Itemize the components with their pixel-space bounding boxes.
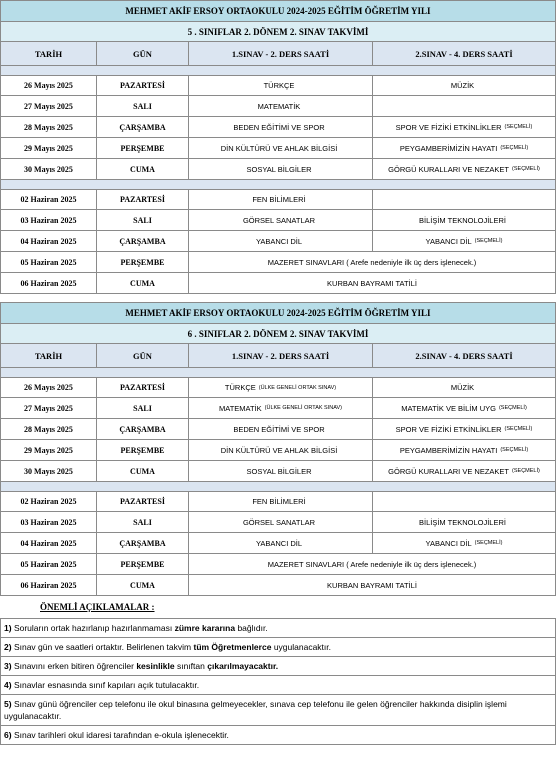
row-day (97, 461, 189, 481)
school-title: MEHMET AKİF ERSOY ORTAOKULU 2024-2025 EĞİTİM ÖĞRETİM YILI (0, 0, 556, 21)
row-exam2 (373, 138, 555, 158)
row-day (97, 512, 189, 532)
row-exam1 (189, 461, 373, 481)
note-pre: Sınav gün ve saatleri ortaktır. Belirlenen takvim (13, 642, 192, 652)
row-exam1 (189, 210, 373, 230)
holiday: KURBAN BAYRAMI TATİLİ (327, 580, 417, 590)
row-exam2 (373, 419, 555, 439)
row-date (1, 398, 97, 418)
row-day (97, 96, 189, 116)
row-date (1, 76, 97, 95)
row-day-text: ÇARŞAMBA (119, 538, 166, 548)
table-row (0, 138, 556, 159)
row-exam1-text: TÜRKÇE (263, 81, 295, 90)
row-date: 05 Haziran 2025 (1, 252, 97, 272)
row-exam2 (373, 512, 555, 532)
row-date-text: 03 Haziran 2025 (20, 215, 77, 225)
row-exam1-note: (ÜLKE GENELİ ORTAK SINAV) (258, 384, 337, 391)
week1-rows (0, 75, 556, 180)
row-exam1-text: GÖRSEL SANATLAR (242, 215, 316, 225)
row-day (97, 398, 189, 418)
row-day (97, 378, 189, 397)
makeup-exams: MAZERET SINAVLARI ( Arefe nedeniyle ilk üç ders işlenecek.) (267, 257, 477, 267)
row-exam1-text: YABANCI DİL (255, 538, 303, 548)
table-row (0, 491, 556, 512)
note-pre: Sınav tarihleri okul idaresi tarafından e-okula işlenecektir. (13, 730, 229, 740)
row-exam1-text: MATEMATİK (257, 101, 301, 111)
note-pre: Sınavlar esnasında sınıf kapıları açık tutulacaktır. (13, 680, 200, 690)
row-day-text: CUMA (130, 164, 155, 174)
schedule-subtitle: 5 . SINIFLAR 2. DÖNEM 2. SINAV TAKVİMİ (0, 21, 556, 42)
week2-rows (0, 189, 556, 252)
row-exam2-text: GÖRGÜ KURALLARI VE NEZAKET (388, 466, 510, 476)
row-date-text: 27 Mayıs 2025 (24, 101, 73, 111)
note-num: 5) (4, 699, 12, 709)
row-exam1 (189, 512, 373, 532)
note-num: 4) (4, 680, 12, 690)
row-day-text: ÇARŞAMBA (119, 122, 166, 132)
notes-heading: ÖNEMLİ AÇIKLAMALAR : (40, 602, 155, 612)
table-row (0, 377, 556, 398)
row-date (1, 159, 97, 179)
row-exam1 (189, 190, 373, 209)
row-date (1, 461, 97, 481)
row-exam2 (373, 210, 555, 230)
row-day: CUMA (97, 575, 189, 595)
header-exam1: 1.SINAV - 2. DERS SAATİ (189, 42, 373, 65)
note-bold: tüm Öğretmenlerce (193, 642, 272, 652)
row-exam1 (189, 231, 373, 251)
note-pre: Soruların ortak hazırlanıp hazırlanmaması (13, 623, 173, 633)
row-exam1-text: FEN BİLİMLERİ (252, 497, 306, 506)
notes-list (0, 618, 556, 745)
row-date-text: 26 Mayıs 2025 (24, 81, 73, 90)
table-row (0, 440, 556, 461)
note-post: uygulanacaktır. (273, 642, 331, 652)
row-exam2 (373, 190, 555, 209)
row-exam2 (373, 440, 555, 460)
row-exam2-note: (SEÇMELİ) (504, 426, 533, 432)
row-exam2 (373, 461, 555, 481)
row-exam2 (373, 159, 555, 179)
row-day: PERŞEMBE (97, 252, 189, 272)
row-exam1-text: MATEMATİK (219, 403, 262, 413)
table-row (0, 75, 556, 96)
table-row (0, 96, 556, 117)
row-date-text: 26 Mayıs 2025 (24, 383, 73, 392)
row-day (97, 231, 189, 251)
header-date: TARİH (1, 344, 97, 367)
row-day (97, 440, 189, 460)
row-date (1, 190, 97, 209)
note-item (0, 657, 556, 676)
note-bold2: çıkarılmayacaktır. (207, 661, 279, 671)
row-exam2-note: (SEÇMELİ) (474, 540, 503, 546)
row-day (97, 159, 189, 179)
row-date-text: 29 Mayıs 2025 (24, 143, 73, 153)
note-num: 1) (4, 623, 12, 633)
row-date-text: 30 Mayıs 2025 (24, 164, 73, 174)
schedule-subtitle: 6 . SINIFLAR 2. DÖNEM 2. SINAV TAKVİMİ (0, 323, 556, 344)
row-exam2-text: MATEMATİK VE BİLİM UYG (401, 403, 496, 413)
row-date (1, 210, 97, 230)
row-day (97, 76, 189, 95)
row-day-text: PERŞEMBE (120, 143, 165, 153)
row-date (1, 231, 97, 251)
holiday: KURBAN BAYRAMI TATİLİ (327, 278, 417, 288)
row-date (1, 440, 97, 460)
row-date-text: 27 Mayıs 2025 (24, 403, 73, 413)
row-exam2-note: (SEÇMELİ) (498, 405, 527, 411)
row-date (1, 96, 97, 116)
table-row (0, 575, 556, 596)
row-day (97, 210, 189, 230)
row-exam2 (373, 231, 555, 251)
table-row (0, 398, 556, 419)
separator (0, 368, 556, 377)
row-date (1, 492, 97, 511)
row-date (1, 419, 97, 439)
note-item (0, 726, 556, 745)
note-num: 3) (4, 661, 12, 671)
row-exam1 (189, 492, 373, 511)
row-day (97, 419, 189, 439)
row-date-text: 04 Haziran 2025 (20, 538, 77, 548)
row-day-text: CUMA (130, 466, 155, 476)
note-num: 6) (4, 730, 12, 740)
row-exam1 (189, 398, 373, 418)
row-exam1 (189, 96, 373, 116)
row-exam2-text: MÜZİK (450, 81, 475, 90)
school-title: MEHMET AKİF ERSOY ORTAOKULU 2024-2025 EĞİTİM ÖĞRETİM YILI (0, 302, 556, 323)
table-header (0, 344, 556, 368)
row-exam2 (373, 117, 555, 137)
row-day-text: SALI (133, 517, 152, 527)
row-day (97, 117, 189, 137)
row-exam2-text: SPOR VE FİZİKİ ETKİNLİKLER (395, 424, 502, 434)
row-exam2 (373, 533, 555, 553)
header-exam2: 2.SINAV - 4. DERS SAATİ (415, 48, 513, 59)
row-day: CUMA (97, 273, 189, 293)
row-day-text: SALI (133, 215, 152, 225)
row-date-text: 29 Mayıs 2025 (24, 445, 73, 455)
table-row (0, 252, 556, 273)
row-day (97, 533, 189, 553)
row-day-text: SALI (133, 403, 152, 413)
week1-rows (0, 377, 556, 482)
table-header (0, 42, 556, 66)
note-item (0, 618, 556, 638)
row-date: 06 Haziran 2025 (1, 575, 97, 595)
table-row (0, 231, 556, 252)
table-row (0, 533, 556, 554)
row-exam2 (373, 492, 555, 511)
row-exam2-text: YABANCI DİL (425, 236, 472, 246)
row-exam2-text: BİLİŞİM TEKNOLOJİLERİ (419, 215, 506, 225)
row-date (1, 138, 97, 158)
row-date-text: 03 Haziran 2025 (20, 517, 77, 527)
row-exam1-text: FEN BİLİMLERİ (252, 195, 306, 204)
table-row (0, 273, 556, 294)
row-day: PERŞEMBE (97, 554, 189, 574)
table-row (0, 210, 556, 231)
row-exam1 (189, 533, 373, 553)
row-date (1, 117, 97, 137)
row-exam1-text: BEDEN EĞİTİMİ VE SPOR (233, 424, 325, 434)
row-exam1 (189, 159, 373, 179)
row-date-text: 04 Haziran 2025 (20, 236, 77, 246)
row-exam1-note: (ÜLKE GENELİ ORTAK SINAV) (264, 405, 342, 411)
table-row (0, 117, 556, 138)
row-date-text: 02 Haziran 2025 (20, 497, 77, 506)
row-exam1-text: DİN KÜLTÜRÜ VE AHLAK BİLGİSİ (220, 143, 338, 153)
table-row (0, 189, 556, 210)
row-date-text: 02 Haziran 2025 (20, 195, 77, 204)
row-exam1-text: SOSYAL BİLGİLER (246, 466, 312, 476)
row-exam1 (189, 440, 373, 460)
row-date-text: 28 Mayıs 2025 (24, 122, 73, 132)
row-exam2-note: (SEÇMELİ) (504, 124, 533, 130)
header-day: GÜN (97, 42, 189, 65)
row-exam2-note: (SEÇMELİ) (500, 145, 529, 151)
table-row (0, 554, 556, 575)
row-exam1 (189, 138, 373, 158)
row-date (1, 378, 97, 397)
note-num: 2) (4, 642, 12, 652)
note-pre: Sınavını erken bitiren öğrenciler (13, 661, 134, 671)
row-exam1 (189, 378, 373, 397)
row-date (1, 533, 97, 553)
row-exam2-note: (SEÇMELİ) (500, 447, 529, 453)
row-exam2 (373, 378, 555, 397)
header-exam1: 1.SINAV - 2. DERS SAATİ (189, 344, 373, 367)
row-date: 06 Haziran 2025 (1, 273, 97, 293)
note-bold: kesinlikle (136, 661, 175, 671)
table-row (0, 159, 556, 180)
separator (0, 180, 556, 189)
note-post: bağlıdır. (237, 623, 268, 633)
row-day-text: ÇARŞAMBA (119, 236, 166, 246)
row-exam1-text: SOSYAL BİLGİLER (246, 164, 312, 174)
row-exam1 (189, 419, 373, 439)
separator (0, 482, 556, 491)
note-bold: zümre kararına (174, 623, 236, 633)
table-row (0, 512, 556, 533)
grade5-schedule (0, 0, 556, 294)
row-day-text: PAZARTESİ (120, 81, 165, 90)
makeup-exams: MAZERET SINAVLARI ( Arefe nedeniyle ilk üç ders işlenecek.) (267, 559, 477, 569)
row-exam1 (189, 76, 373, 95)
row-exam2-text: PEYGAMBERİMİZİN HAYATI (399, 445, 498, 455)
separator (0, 66, 556, 75)
row-exam2-text: BİLİŞİM TEKNOLOJİLERİ (419, 517, 506, 527)
row-exam1-text: DİN KÜLTÜRÜ VE AHLAK BİLGİSİ (220, 445, 338, 455)
row-exam2-text: YABANCI DİL (425, 538, 472, 548)
row-exam2-text: SPOR VE FİZİKİ ETKİNLİKLER (395, 122, 502, 132)
row-day-text: PAZARTESİ (120, 195, 165, 204)
row-exam2 (373, 398, 555, 418)
row-exam2-note: (SEÇMELİ) (512, 166, 540, 172)
row-exam2-note: (SEÇMELİ) (512, 468, 540, 474)
note-post: sınıftan (176, 661, 205, 671)
row-day-text: PAZARTESİ (120, 497, 165, 506)
table-row (0, 419, 556, 440)
row-exam2-note: (SEÇMELİ) (474, 238, 503, 244)
row-day-text: PERŞEMBE (120, 445, 165, 455)
row-day-text: SALI (133, 101, 152, 111)
row-date-text: 30 Mayıs 2025 (24, 466, 73, 476)
row-date-text: 28 Mayıs 2025 (24, 424, 73, 434)
row-exam1-text: GÖRSEL SANATLAR (242, 517, 316, 527)
row-exam1-text: BEDEN EĞİTİMİ VE SPOR (233, 122, 325, 132)
row-exam1-text: YABANCI DİL (255, 236, 303, 246)
header-date: TARİH (1, 42, 97, 65)
row-exam2-text: GÖRGÜ KURALLARI VE NEZAKET (388, 164, 510, 174)
row-exam2 (373, 96, 555, 116)
row-exam1-text: TÜRKÇE (224, 383, 256, 392)
note-item (0, 638, 556, 657)
row-day (97, 492, 189, 511)
note-item (0, 676, 556, 695)
note-item (0, 695, 556, 726)
row-exam2 (373, 76, 555, 95)
week2-rows (0, 491, 556, 554)
row-date: 05 Haziran 2025 (1, 554, 97, 574)
row-day-text: PAZARTESİ (120, 383, 165, 392)
row-exam1 (189, 117, 373, 137)
row-exam2-text: PEYGAMBERİMİZİN HAYATI (399, 143, 498, 153)
row-date (1, 512, 97, 532)
note-pre: Sınav günü öğrenciler cep telefonu ile okul binasına gelmeyecekler, sınava cep telefonu ile gelen öğrenciler hakkında disiplin işlemi uygulanacaktır. (4, 699, 507, 721)
row-day-text: ÇARŞAMBA (119, 424, 166, 434)
header-exam2: 2.SINAV - 4. DERS SAATİ (415, 350, 513, 361)
table-row (0, 461, 556, 482)
row-day (97, 190, 189, 209)
row-exam2-text: MÜZİK (450, 383, 475, 392)
header-day: GÜN (97, 344, 189, 367)
row-day (97, 138, 189, 158)
grade6-schedule (0, 302, 556, 596)
